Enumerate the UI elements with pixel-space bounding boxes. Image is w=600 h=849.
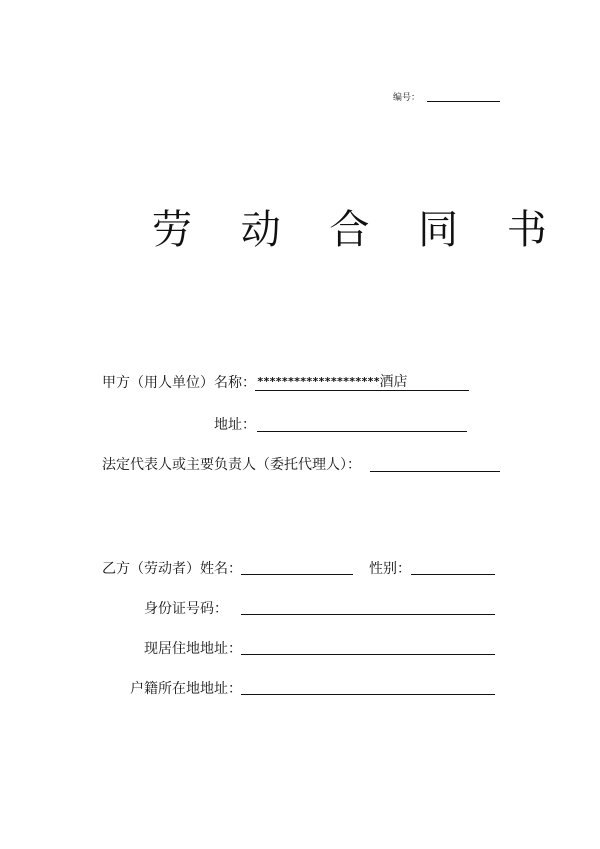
- party-a-address-label: 地址：: [214, 417, 256, 433]
- party-b-household-label: 户籍所在地地址：: [130, 681, 242, 697]
- party-b-gender-field[interactable]: [411, 574, 495, 575]
- party-b-residence-field[interactable]: [241, 654, 495, 655]
- document-title: 劳 动 合 同 书: [152, 207, 565, 253]
- party-b-residence-label: 现居住地地址：: [144, 641, 242, 657]
- party-b-name-label: 乙方（劳动者）姓名：: [102, 561, 242, 577]
- serial-field[interactable]: [427, 101, 500, 102]
- party-b-id-field[interactable]: [241, 614, 495, 615]
- party-a-address-field[interactable]: [257, 431, 467, 432]
- party-b-gender-label: 性别：: [369, 561, 411, 577]
- serial-label: 编号：: [393, 93, 421, 103]
- party-a-name-masked: ********************: [257, 375, 380, 388]
- party-a-representative-label: 法定代表人或主要负责人（委托代理人）：: [102, 457, 361, 473]
- party-a-name-suffix: 酒店: [379, 374, 408, 390]
- party-b-id-label: 身份证号码：: [144, 601, 228, 617]
- party-a-name-label: 甲方（用人单位）名称：: [102, 375, 256, 391]
- party-a-name-field[interactable]: [255, 390, 469, 391]
- party-b-name-field[interactable]: [241, 574, 353, 575]
- party-b-household-field[interactable]: [241, 694, 495, 695]
- party-a-representative-field[interactable]: [370, 471, 500, 472]
